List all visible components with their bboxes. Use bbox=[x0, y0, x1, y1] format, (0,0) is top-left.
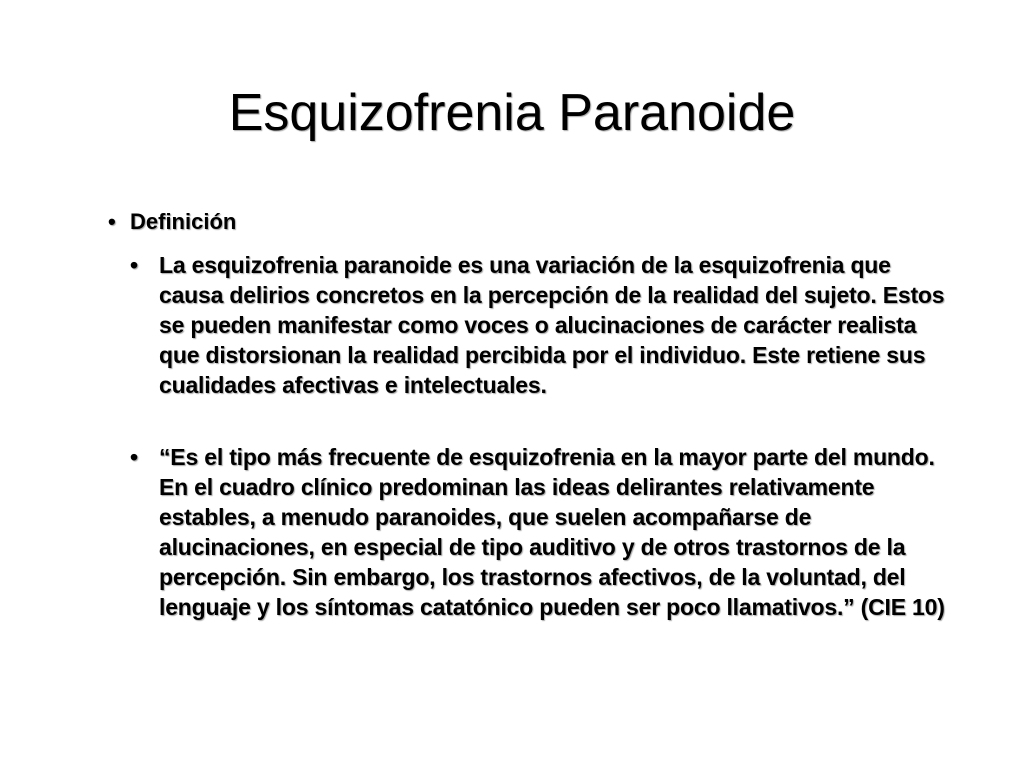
bullet-definicion bbox=[108, 208, 948, 236]
section-heading: Definición bbox=[130, 209, 237, 234]
slide-title: Esquizofrenia Paranoide bbox=[228, 84, 796, 142]
definition-bullet bbox=[130, 250, 948, 400]
bullet-dot-icon: • bbox=[130, 444, 138, 470]
slide-body bbox=[108, 208, 948, 622]
quote-bullet bbox=[130, 442, 948, 622]
bullet-dot-icon: • bbox=[130, 252, 138, 278]
definition-text: La esquizofrenia paranoide es una variación de la esquizofrenia que causa delirios concretos en la percepción de la realidad del sujeto. Estos se pueden manifestar como voces o alucinaciones de carácter realista que distorsionan la realidad percibida por el individuo. Este retiene sus cualidades afectivas e intelectuales. bbox=[159, 252, 945, 398]
bullet-dot-icon: • bbox=[108, 209, 116, 234]
quote-text: “Es el tipo más frecuente de esquizofrenia en la mayor parte del mundo. En el cuadro clínico predominan las ideas delirantes relativamente estables, a menudo paranoides, que suelen acompañarse de alucinaciones, en especial de tipo auditivo y de otros trastornos de la percepción. Sin embargo, los trastornos afectivos, de la voluntad, del lenguaje y los síntomas catatónico pueden ser poco llamativos.” (CIE 10) bbox=[159, 444, 945, 620]
